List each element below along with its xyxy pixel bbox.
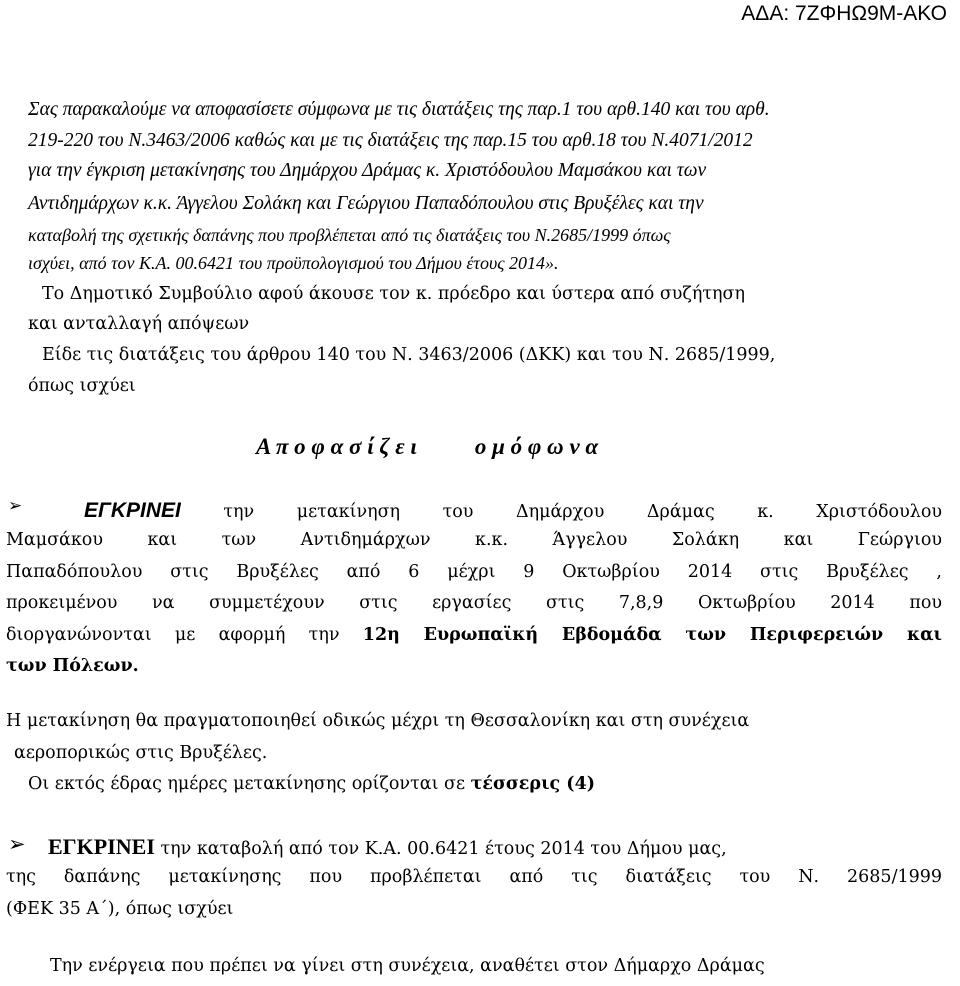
intro-line-6: ισχύει, από τον Κ.Α. 00.6421 του προϋπολογισμού του Δήμου έτους 2014». [28, 253, 559, 273]
council-line-3: Είδε τις διατάξεις του άρθρου 140 του Ν. 3463/2006 (ΔΚΚ) και του Ν. 2685/1999, [42, 345, 776, 365]
travel-line-1: Η μετακίνηση θα πραγματοποιηθεί οδικώς μέχρι τη Θεσσαλονίκη και στη συνέχεια [6, 711, 750, 731]
intro-line-3: για την έγκριση μετακίνησης του Δημάρχου Δράμας κ. Χριστόδουλου Μαμσάκου και των [28, 160, 707, 181]
approve1-event-name: 12η Ευρωπαϊκή Εβδομάδα των Περιφερειών και [362, 625, 943, 645]
arrow-bullet-icon: ➢ [8, 496, 23, 516]
approve1-line-5 [6, 625, 942, 645]
intro-line-1: Σας παρακαλούμε να αποφασίσετε σύμφωνα με τις διατάξεις της παρ.1 του αρθ.140 και του αρθ. [28, 99, 770, 120]
approve1-line-1-text: την μετακίνηση του Δημάρχου Δράμας κ. Χριστόδουλου [180, 502, 942, 522]
intro-line-2: 219-220 του Ν.3463/2006 καθώς και με τις διατάξεις της παρ.15 του αρθ.18 του Ν.4071/2012 [28, 130, 753, 151]
approve1-keyword: ΕΓΚΡΙΝΕΙ [84, 499, 181, 522]
arrow-bullet-icon: ➢ [8, 832, 26, 856]
approve1-line-5-text: διοργανώνονται με αφορμή την [6, 625, 363, 645]
closing-line: Την ενέργεια που πρέπει να γίνει στη συνέχεια, αναθέτει στον Δήμαρχο Δράμας [50, 956, 765, 976]
council-line-2: και ανταλλαγή απόψεων [28, 314, 250, 334]
decision-word-2: ο μ ό φ ω ν α [474, 434, 599, 459]
approve2-keyword: ΕΓΚΡΙΝΕΙ [48, 834, 155, 859]
approve1-line-6: των Πόλεων. [6, 656, 139, 676]
travel-days: τέσσερις (4) [470, 774, 596, 794]
ada-identifier: ΑΔΑ: 7ΖΦΗΩ9Μ-ΑΚΟ [741, 2, 947, 25]
decision-word-1: Α π ο φ α σ ί ζ ε ι [256, 434, 417, 459]
approve2-line-1-text: την καταβολή από τον Κ.Α. 00.6421 έτους 2014 του Δήμου μας, [154, 839, 727, 859]
intro-line-4: Αντιδημάρχων κ.κ. Άγγελου Σολάκη και Γεώργιου Παπαδόπουλου στις Βρυξέλες και την [28, 193, 704, 214]
approve1-line-2: Μαμσάκου και των Αντιδημάρχων κ.κ. Άγγελου Σολάκη και Γεώργιου [6, 530, 942, 550]
approve1-line-4: προκειμένου να συμμετέχουν στις εργασίες στις 7,8,9 Οκτωβρίου 2014 που [6, 593, 942, 613]
approve1-line-1 [84, 499, 942, 523]
approve2-line-1 [48, 834, 727, 860]
travel-line-2: αεροπορικώς στις Βρυξέλες. [14, 743, 268, 763]
approve2-line-3: (ΦΕΚ 35 Α΄), όπως ισχύει [6, 899, 234, 919]
council-line-4: όπως ισχύει [28, 376, 136, 396]
council-line-1: Το Δημοτικό Συμβούλιο αφού άκουσε τον κ. πρόεδρο και ύστερα από συζήτηση [42, 284, 745, 304]
travel-line-3 [28, 774, 595, 794]
approve2-line-2: της δαπάνης μετακίνησης που προβλέπεται από τις διατάξεις του Ν. 2685/1999 [6, 867, 942, 887]
decision-heading [256, 434, 598, 460]
travel-line-3-text: Οι εκτός έδρας ημέρες μετακίνησης ορίζονται σε [28, 774, 471, 794]
intro-line-5: καταβολή της σχετικής δαπάνης που προβλέπεται από τις διατάξεις του Ν.2685/1999 όπως [28, 225, 671, 245]
approve1-line-3: Παπαδόπουλου στις Βρυξέλες από 6 μέχρι 9 Οκτωβρίου 2014 στις Βρυξέλες , [6, 562, 942, 582]
